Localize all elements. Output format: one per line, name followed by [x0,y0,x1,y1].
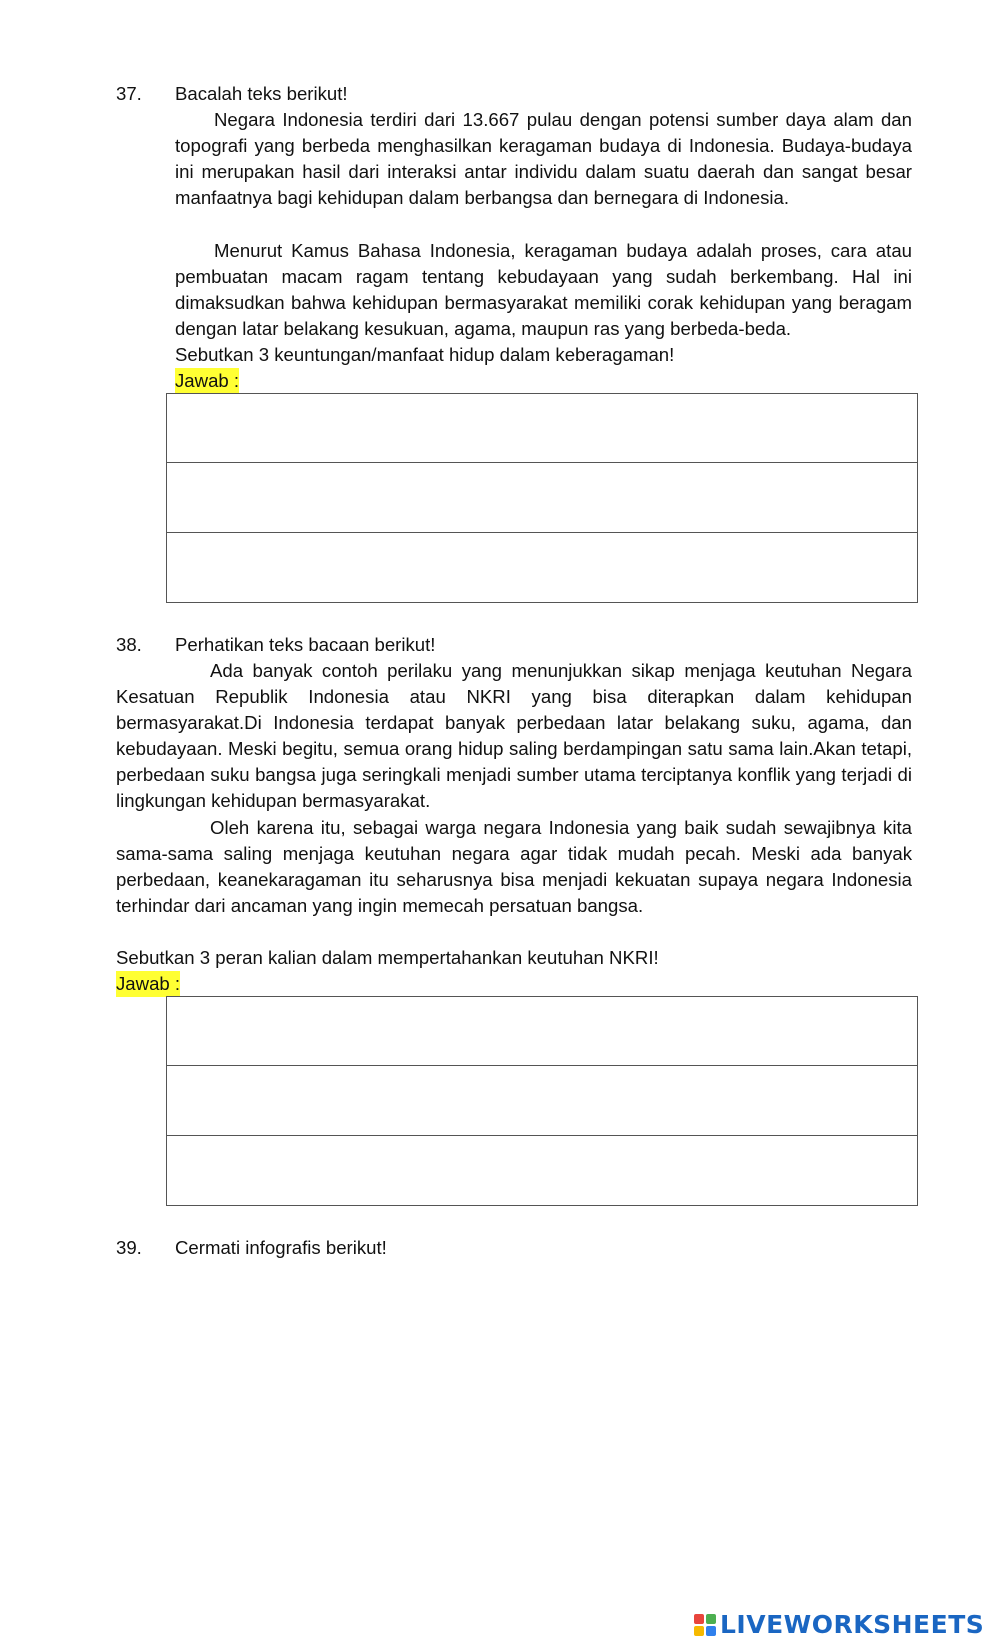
question-37-title: Bacalah teks berikut! [175,83,348,104]
question-38-paragraph-1: Ada banyak contoh perilaku yang menunjukkan sikap menjaga keutuhan Negara Kesatuan Republik Indonesia atau NKRI yang bisa diterapkan dalam kehidupan bermasyarakat.Di Indonesia terdapat banyak perbedaan latar belakang suku, agama, dan kebudayaan. Meski begitu, semua orang hidup saling berdampingan satu sama lain.Akan tetapi, perbedaan suku bangsa juga seringkali menjadi sumber utama terciptanya konflik yang terjadi di lingkungan kehidupan bermasyarakat. [116,660,912,811]
question-37-paragraph-2: Menurut Kamus Bahasa Indonesia, keragaman budaya adalah proses, cara atau pembuatan macam ragam tentang kebudayaan yang sudah berkembang. Hal ini dimaksudkan bahwa kehidupan bermasyarakat memiliki corak kehidupan yang beragam dengan latar belakang kesukuan, agama, maupun ras yang berbeda-beda. [175,240,912,339]
question-38-answer-3[interactable] [166,1136,918,1206]
logo-block-blue [706,1626,716,1636]
logo-block-red [694,1614,704,1624]
question-37-paragraph-1: Negara Indonesia terdiri dari 13.667 pulau dengan potensi sumber daya alam dan topografi yang berbeda menghasilkan keragaman budaya di Indonesia. Budaya-budaya ini merupakan hasil dari interaksi antar individu dalam suatu daerah dan sangat besar manfaatnya bagi kehidupan dalam berbangsa dan bernegara di Indonesia. [175,109,912,208]
liveworksheets-logo [694,1611,984,1639]
question-38-number: 38. [116,634,142,655]
logo-block-yellow [694,1626,704,1636]
question-37-number: 37. [116,83,142,104]
liveworksheets-blocks-icon [694,1614,716,1636]
question-39-number: 39. [116,1237,142,1258]
question-37-answer-box [166,393,918,603]
question-38-answer-2[interactable] [166,1066,918,1136]
logo-text: LIVEWORKSHEETS [720,1610,985,1639]
question-37-answer-3[interactable] [166,533,918,603]
question-38-paragraph-2: Oleh karena itu, sebagai warga negara Indonesia yang baik sudah sewajibnya kita sama-sama saling menjaga keutuhan negara agar tidak mudah pecah. Meski ada banyak perbedaan, keanekaragaman itu seharusnya bisa menjadi kekuatan supaya negara Indonesia terhindar dari ancaman yang ingin memecah persatuan bangsa. [116,817,912,916]
question-38-answer-1[interactable] [166,996,918,1066]
question-37-answer-2[interactable] [166,463,918,533]
question-37-answer-label: Jawab : [175,368,239,394]
question-37-answer-1[interactable] [166,393,918,463]
question-38-answer-box [166,996,918,1206]
question-39-title: Cermati infografis berikut! [175,1237,387,1258]
question-38-prompt: Sebutkan 3 peran kalian dalam mempertahankan keutuhan NKRI! [116,947,659,968]
logo-block-green [706,1614,716,1624]
question-38-title: Perhatikan teks bacaan berikut! [175,634,436,655]
question-38-answer-label: Jawab : [116,971,180,997]
question-37-prompt: Sebutkan 3 keuntungan/manfaat hidup dalam keberagaman! [175,344,675,365]
